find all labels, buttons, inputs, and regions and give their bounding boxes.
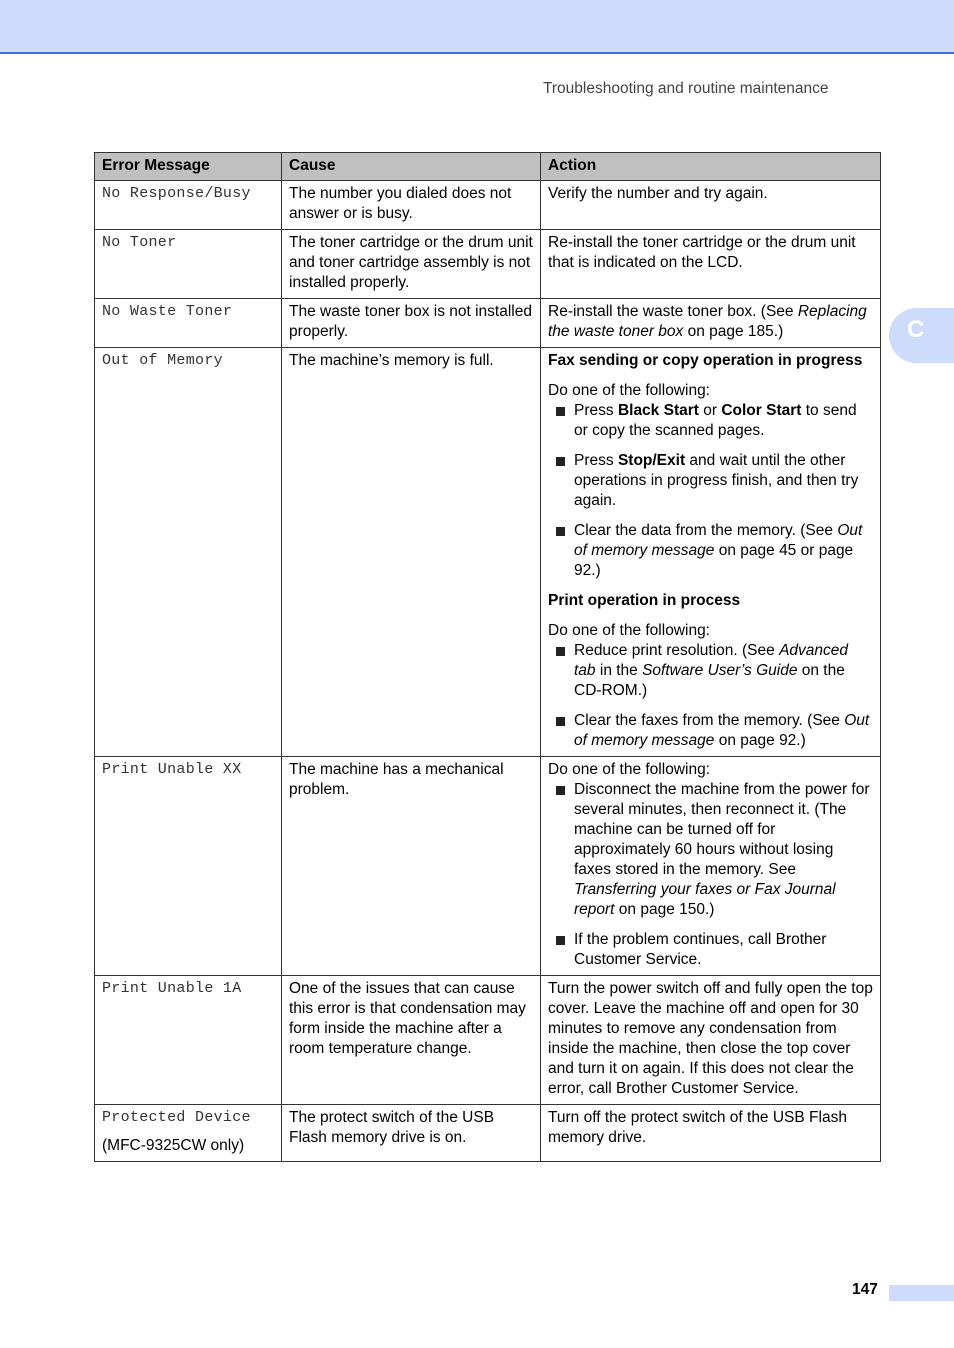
action-cell: Re-install the toner cartridge or the drum unit that is indicated on the LCD.	[541, 230, 881, 299]
list-item: Clear the faxes from the memory. (See Out of memory message on page 92.)	[556, 711, 873, 751]
list-item: If the problem continues, call Brother Customer Service.	[556, 930, 873, 970]
square-bullet-icon	[556, 786, 565, 795]
table-row	[95, 181, 881, 230]
error-message-table	[94, 152, 881, 1162]
square-bullet-icon	[556, 407, 565, 416]
action-intro: Do one of the following:	[548, 761, 710, 778]
model-note: (MFC-9325CW only)	[102, 1137, 245, 1154]
error-message-cell	[95, 757, 282, 976]
header-band	[0, 0, 954, 54]
table-header-row	[95, 153, 881, 181]
table-row	[95, 299, 881, 348]
error-message-code: No Waste Toner	[102, 303, 233, 320]
action-intro: Do one of the following:	[548, 622, 710, 639]
action-list	[548, 780, 873, 970]
cause-cell: The number you dialed does not answer or is busy.	[282, 181, 541, 230]
cause-cell: The toner cartridge or the drum unit and toner cartridge assembly is not installed properly.	[282, 230, 541, 299]
action-list	[548, 641, 873, 751]
square-bullet-icon	[556, 717, 565, 726]
error-message-cell	[95, 299, 282, 348]
action-list	[548, 401, 873, 581]
page-tab-marker	[889, 1285, 954, 1301]
square-bullet-icon	[556, 647, 565, 656]
square-bullet-icon	[556, 457, 565, 466]
error-message-code: Print Unable XX	[102, 761, 242, 778]
error-message-code: Print Unable 1A	[102, 980, 242, 997]
list-item: Clear the data from the memory. (See Out of memory message on page 45 or page 92.)	[556, 521, 873, 581]
page-number: 147	[852, 1281, 878, 1298]
action-cell: Re-install the waste toner box. (See Replacing the waste toner box on page 185.)	[541, 299, 881, 348]
cause-cell: The protect switch of the USB Flash memory drive is on.	[282, 1105, 541, 1162]
cause-cell: The waste toner box is not installed properly.	[282, 299, 541, 348]
cause-cell: The machine’s memory is full.	[282, 348, 541, 757]
error-message-cell	[95, 181, 282, 230]
table-row	[95, 230, 881, 299]
square-bullet-icon	[556, 527, 565, 536]
table-row	[95, 348, 881, 757]
square-bullet-icon	[556, 936, 565, 945]
cause-cell: One of the issues that can cause this error is that condensation may form inside the machine after a room temperature change.	[282, 976, 541, 1105]
action-cell	[541, 757, 881, 976]
running-header: Troubleshooting and routine maintenance	[543, 80, 829, 97]
chapter-tab-letter: C	[907, 316, 925, 343]
cause-cell: The machine has a mechanical problem.	[282, 757, 541, 976]
error-message-code: No Toner	[102, 234, 177, 251]
column-header-error-message: Error Message	[95, 153, 282, 181]
list-item: Disconnect the machine from the power for several minutes, then reconnect it. (The machine can be turned off for approximately 60 hours without losing faxes stored in the memory. See Transferring your faxes or Fax Journal report on page 150.)	[556, 780, 873, 920]
error-message-cell	[95, 976, 282, 1105]
table-row	[95, 1105, 881, 1162]
error-message-code: Protected Device	[102, 1109, 251, 1126]
action-cell: Verify the number and try again.	[541, 181, 881, 230]
list-item: Press Black Start or Color Start to send or copy the scanned pages.	[556, 401, 873, 441]
error-message-cell	[95, 1105, 282, 1162]
cross-reference: Replacing the waste toner box	[548, 303, 867, 340]
action-subheading: Print operation in process	[548, 592, 741, 609]
action-intro: Do one of the following:	[548, 382, 710, 399]
list-item: Reduce print resolution. (See Advanced tab in the Software User’s Guide on the CD-ROM.)	[556, 641, 873, 701]
error-message-cell	[95, 230, 282, 299]
action-cell	[541, 348, 881, 757]
action-subheading: Fax sending or copy operation in progress	[548, 352, 863, 369]
column-header-cause: Cause	[282, 153, 541, 181]
table-row	[95, 976, 881, 1105]
error-message-cell	[95, 348, 282, 757]
list-item: Press Stop/Exit and wait until the other operations in progress finish, and then try again.	[556, 451, 873, 511]
column-header-action: Action	[541, 153, 881, 181]
action-cell: Turn the power switch off and fully open the top cover. Leave the machine off and open for 30 minutes to remove any condensation from inside the machine, then close the top cover and turn it on again. If this does not clear the error, call Brother Customer Service.	[541, 976, 881, 1105]
table-row	[95, 757, 881, 976]
error-message-code: Out of Memory	[102, 352, 223, 369]
action-cell: Turn off the protect switch of the USB Flash memory drive.	[541, 1105, 881, 1162]
error-message-code: No Response/Busy	[102, 185, 251, 202]
